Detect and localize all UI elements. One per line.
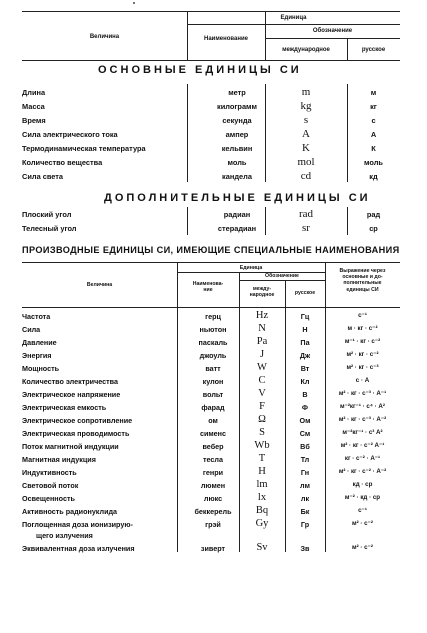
table-row: Магнитная индукция тесла T Тл кг · с⁻² · А⁻¹ — [22, 453, 381, 464]
table-row: Электрическое сопротивление ом Ω Ом м² · кг · с⁻³ · А⁻² — [22, 414, 387, 425]
supplementary-units-table — [22, 208, 400, 236]
table-row: Масса килограмм kg кг — [22, 100, 377, 112]
table-row: Сила ньютон N Н м · кг · с⁻² — [22, 323, 378, 334]
table-row: Количество вещества моль mol моль — [22, 156, 383, 168]
table-row: Сила электрического тока ампер A А — [22, 128, 377, 140]
derived-header-russian: русское — [294, 290, 316, 296]
table-row: Плоский угол радиан rad рад — [22, 208, 381, 220]
header-russian: русское — [361, 47, 386, 53]
derived-header-unit: Единица — [239, 265, 263, 271]
table-row: Давление паскаль Pa Па м⁻¹ · кг · с⁻² — [22, 336, 381, 347]
derived-header-quantity: Величина — [86, 282, 113, 288]
table-row: Электрическая проводимость сименс S См м⁻²кг⁻¹ · с³ А² — [22, 427, 383, 438]
table-row: Активность радионуклида беккерель Bq Бк с⁻¹ — [22, 505, 367, 516]
header-name: Наименование — [203, 36, 249, 42]
table-row: Термодинамическая температура кельвин K К — [22, 142, 376, 154]
derived-units-table — [22, 310, 400, 555]
print-speck — [133, 2, 135, 4]
table-row: Количество электричества кулон C Кл с · А — [22, 375, 370, 386]
header-designation: Обозначение — [312, 28, 353, 34]
section-title-supplementary-units: ДОПОЛНИТЕЛЬНЫЕ ЕДИНИЦЫ СИ — [104, 192, 371, 204]
header-divider — [239, 280, 325, 281]
table-row: Длина метр m м — [22, 86, 377, 98]
table-row: Частота герц Hz Гц с⁻¹ — [22, 310, 367, 321]
derived-header-designation: Обозначение — [265, 273, 299, 279]
table-row: Электрическая емкость фарад F Ф м⁻²кг⁻¹ · с⁴ · А² — [22, 401, 385, 412]
header-international: международное — [282, 47, 330, 53]
table-row: Эквивалентная доза излучения зиверт Sv Зв м² · с⁻² — [22, 542, 373, 553]
table-row: Мощность ватт W Вт м² · кг · с⁻³ — [22, 362, 379, 373]
table-row: Электрическое напряжение вольт V В м² · кг · с⁻³ · А⁻¹ — [22, 388, 387, 399]
section-title-derived-units: ПРОИЗВОДНЫЕ ЕДИНИЦЫ СИ, ИМЕЮЩИЕ СПЕЦИАЛЬНЫЕ НАИМЕНОВАНИЯ — [22, 244, 400, 255]
section-title-base-units: ОСНОВНЫЕ ЕДИНИЦЫ СИ — [98, 64, 302, 76]
derived-header-international: между- народное — [249, 286, 275, 299]
header-divider — [265, 38, 400, 39]
table-row: Поглощенная доза ионизирую- щего излучения грэй Gy Гр м² · с⁻² — [22, 518, 373, 540]
derived-header-name: Наименова- ние — [192, 281, 224, 294]
header-quantity: Величина — [89, 34, 120, 40]
table-row: Индуктивность генри H Гн м² · кг · с⁻² · А⁻² — [22, 466, 387, 477]
derived-header-expression: Выражение через основные и до- полнительные единицы СИ — [339, 268, 386, 293]
table-row: Энергия джоуль J Дж м² · кг · с⁻² — [22, 349, 379, 360]
table-row: Освещенность люкс lx лк м⁻² · кд · ср — [22, 492, 381, 503]
table-row: Время секунда s с — [22, 114, 376, 126]
header-divider — [187, 24, 400, 25]
table-row: Сила света кандела cd кд — [22, 170, 378, 182]
table-row: Световой поток люмен lm лм кд · ср — [22, 479, 373, 490]
main-table-header — [22, 11, 400, 61]
base-units-table — [22, 86, 400, 184]
derived-table-header — [22, 262, 400, 308]
table-row: Телесный угол стерадиан sr ср — [22, 222, 378, 234]
header-unit: Единица — [280, 15, 307, 21]
table-row: Поток магнитной индукции вебер Wb Вб м² · кг · с⁻² А⁻¹ — [22, 440, 385, 451]
